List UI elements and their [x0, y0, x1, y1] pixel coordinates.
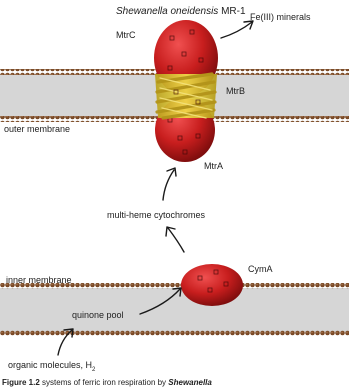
caption-prefix: Figure 1.2 [2, 378, 40, 387]
organism-title [116, 7, 246, 17]
arrow-to-multiheme [168, 228, 184, 252]
outer-membrane-label: outer membrane [4, 124, 71, 134]
organism-name: Shewanella oneidensis [116, 6, 219, 17]
inner-membrane-label: inner membrane [6, 275, 72, 285]
caption-text: systems of ferric iron respiration by [39, 378, 169, 387]
cyma-label: CymA [248, 264, 273, 274]
arrow-to-fe-minerals [221, 22, 252, 38]
caption-italic: Shewanella [168, 378, 212, 387]
organic-molecules-text: organic molecules, H [8, 360, 93, 370]
figure-caption [2, 378, 212, 387]
organism-strain: MR-1 [221, 6, 246, 17]
mtrb-barrel [155, 74, 217, 118]
mtra-label: MtrA [204, 161, 223, 171]
inner-membrane-bottom-heads [0, 330, 349, 336]
organic-molecules-label [8, 361, 95, 373]
inner-membrane [0, 283, 349, 336]
organic-molecules-subscript: 2 [92, 366, 96, 373]
mtrb-label: MtrB [226, 86, 245, 96]
multiheme-label: multi-heme cytochromes [107, 210, 206, 220]
fe-minerals-label: Fe(III) minerals [250, 12, 311, 22]
mtrc-label: MtrC [116, 30, 136, 40]
quinone-pool-label: quinone pool [72, 310, 124, 320]
cyma-protein [181, 264, 243, 306]
arrow-to-mtra [163, 170, 174, 200]
